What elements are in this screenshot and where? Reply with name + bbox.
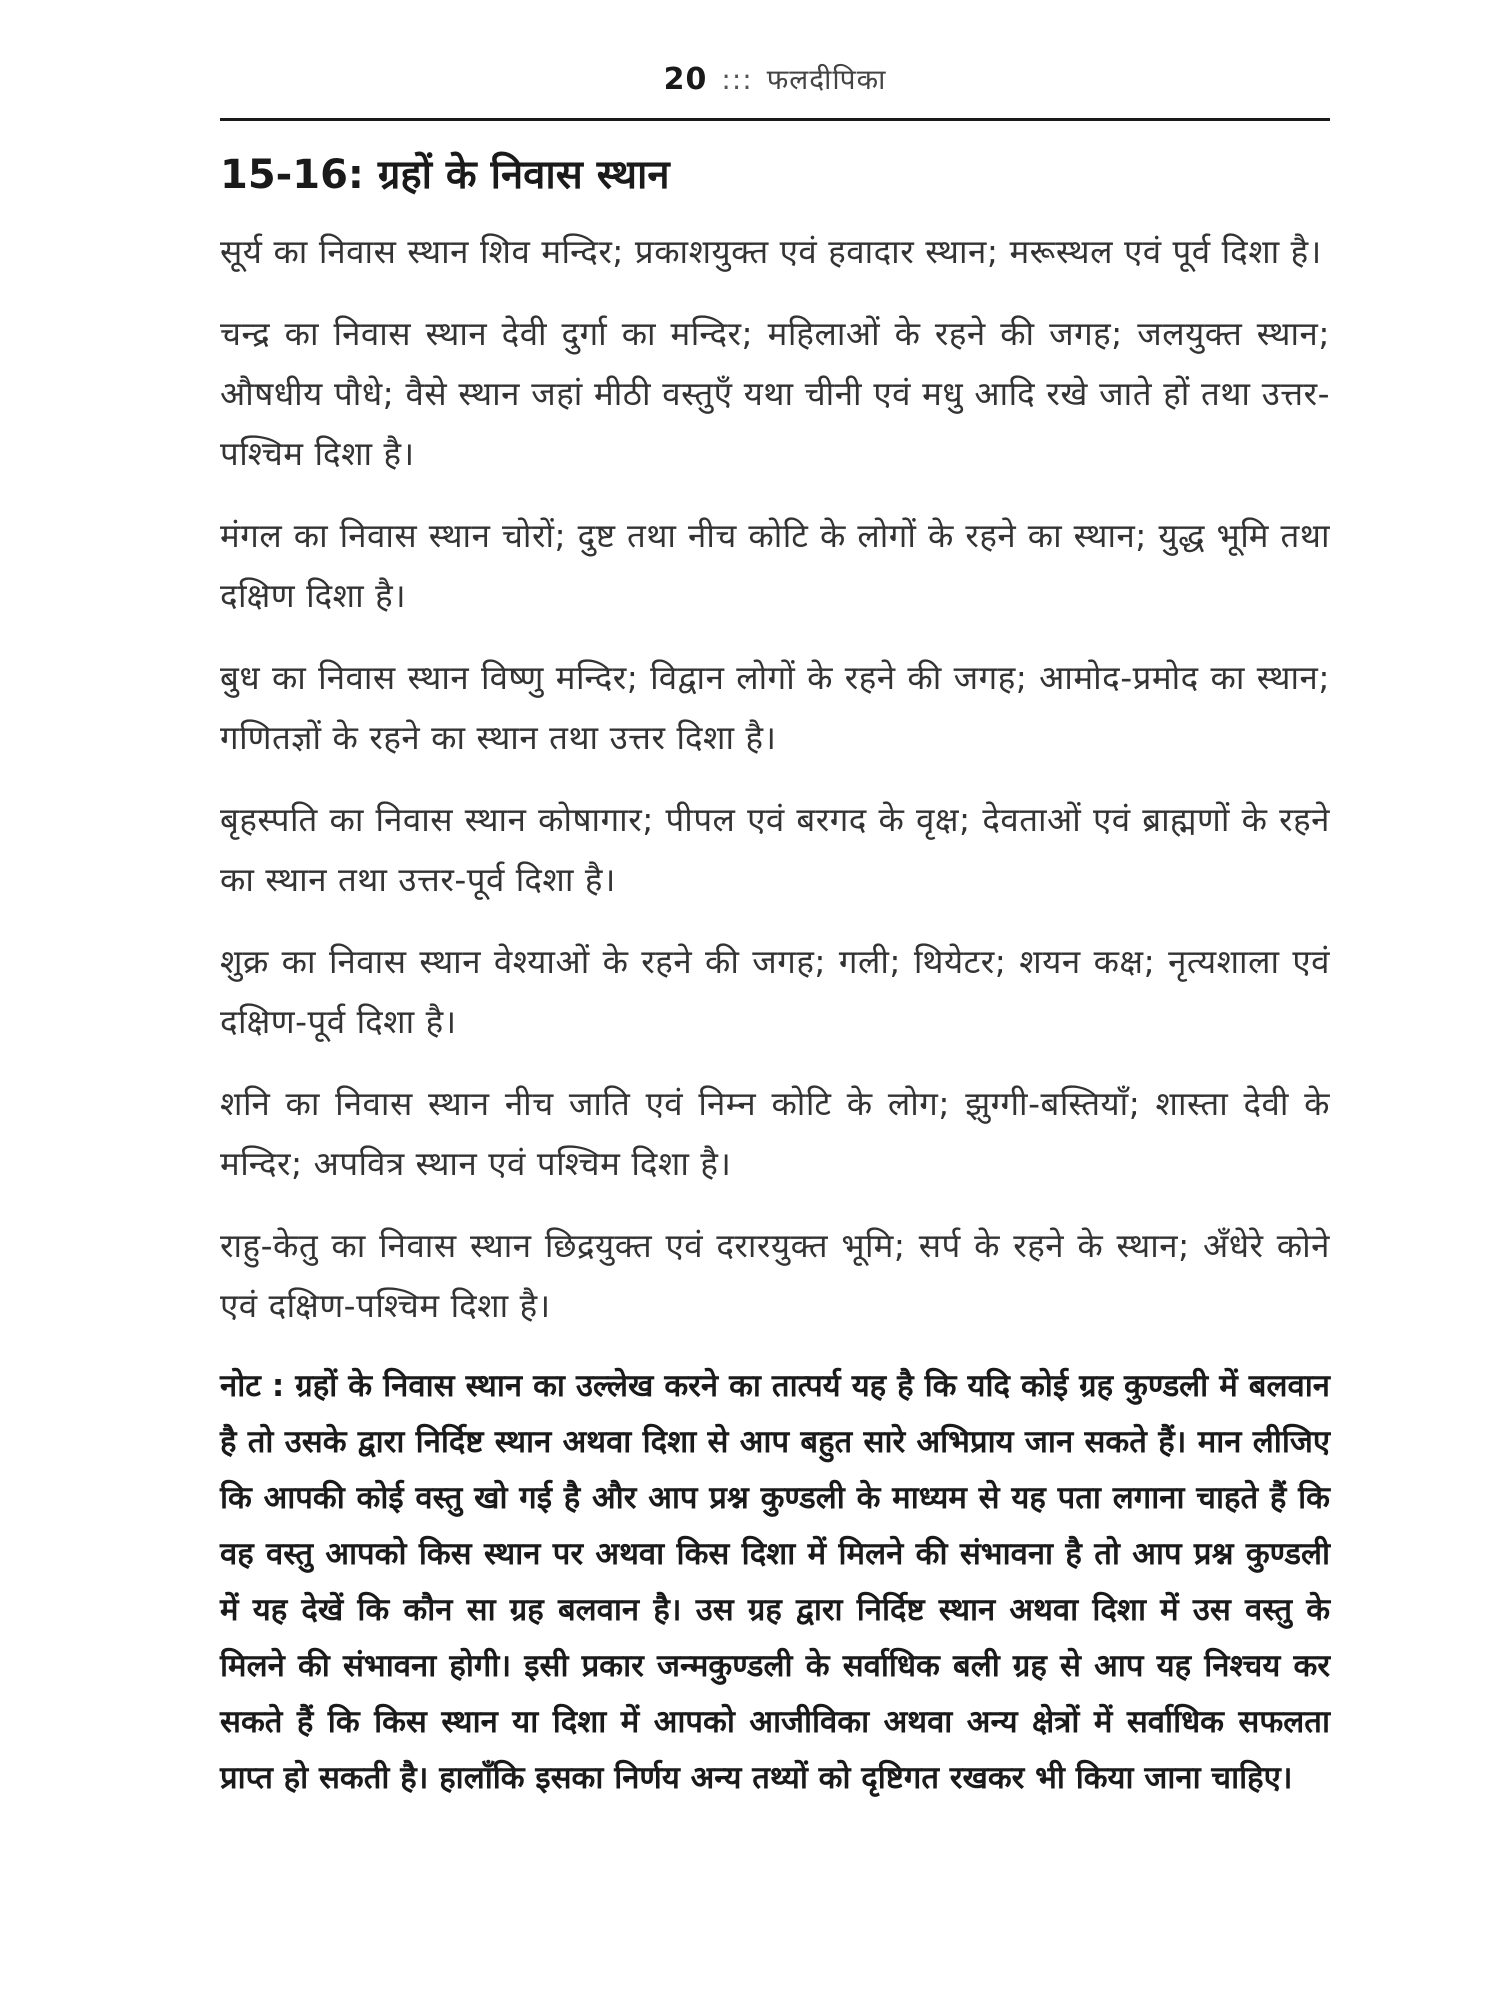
note-paragraph: नोट : ग्रहों के निवास स्थान का उल्लेख करने का तात्पर्य यह है कि यदि कोई ग्रह कुण्डली में बलवान है तो उसके द्वारा निर्दिष्ट स्थान अथवा दिशा से आप बहुत सारे अभिप्राय जान सकते हैं। मान लीजिए कि आपकी कोई वस्तु खो गई है और आप प्रश्न कुण्डली के माध्यम से यह पता लगाना चाहते हैं कि वह वस्तु आपको किस स्थान पर अथवा किस दिशा में मिलने की संभावना है तो आप प्रश्न कुण्डली में यह देखें कि कौन सा ग्रह बलवान है। उस ग्रह द्वारा निर्दिष्ट स्थान अथवा दिशा में उस वस्तु के मिलने की संभावना होगी। इसी प्रकार जन्मकुण्डली के सर्वाधिक बली ग्रह से आप यह निश्चय कर सकते हैं कि किस स्थान या दिशा में आपको आजीविका अथवा अन्य क्षेत्रों में सर्वाधिक सफलता प्राप्त हो सकती है। हालाँकि इसका निर्णय अन्य तथ्यों को दृष्टिगत रखकर भी किया जाना चाहिए।	[220, 1368, 1330, 1796]
paragraph-rahu-ketu: राहु-केतु का निवास स्थान छिद्रयुक्त एवं दरारयुक्त भूमि; सर्प के रहने के स्थान; अँधेरे कोने एवं दक्षिण-पश्चिम दिशा है।	[220, 1226, 1330, 1325]
header-rule	[220, 118, 1330, 121]
page-number: 20	[663, 62, 708, 97]
paragraph-venus: शुक्र का निवास स्थान वेश्याओं के रहने की जगह; गली; थियेटर; शयन कक्ष; नृत्यशाला एवं दक्षिण-पूर्व दिशा है।	[220, 942, 1330, 1041]
paragraph-sun: सूर्य का निवास स्थान शिव मन्दिर; प्रकाशयुक्त एवं हवादार स्थान; मरूस्थल एवं पूर्व दिशा है।	[220, 232, 1322, 271]
paragraph-jupiter: बृहस्पति का निवास स्थान कोषागार; पीपल एवं बरगद के वृक्ष; देवताओं एवं ब्राह्मणों के रहने का स्थान तथा उत्तर-पूर्व दिशा है।	[220, 800, 1330, 899]
paragraph-mars: मंगल का निवास स्थान चोरों; दुष्ट तथा नीच कोटि के लोगों के रहने का स्थान; युद्ध भूमि तथा दक्षिण दिशा है।	[220, 516, 1330, 615]
book-page	[220, 60, 1330, 1837]
paragraph-saturn: शनि का निवास स्थान नीच जाति एवं निम्न कोटि के लोग; झुग्गी-बस्तियाँ; शास्ता देवी के मन्दिर; अपवित्र स्थान एवं पश्चिम दिशा है।	[220, 1084, 1330, 1183]
book-title: फलदीपिका	[766, 63, 887, 96]
section-title: 15-16: ग्रहों के निवास स्थान	[220, 152, 670, 198]
paragraph-moon: चन्द्र का निवास स्थान देवी दुर्गा का मन्दिर; महिलाओं के रहने की जगह; जलयुक्त स्थान; औषधीय पौधे; वैसे स्थान जहां मीठी वस्तुएँ यथा चीनी एवं मधु आदि रखे जाते हों तथा उत्तर-पश्चिम दिशा है।	[220, 314, 1330, 473]
header-separator: :::	[721, 63, 753, 96]
paragraph-mercury: बुध का निवास स्थान विष्णु मन्दिर; विद्वान लोगों के रहने की जगह; आमोद-प्रमोद का स्थान; गणितज्ञों के रहने का स्थान तथा उत्तर दिशा है।	[220, 658, 1330, 757]
page-header	[220, 60, 1330, 116]
